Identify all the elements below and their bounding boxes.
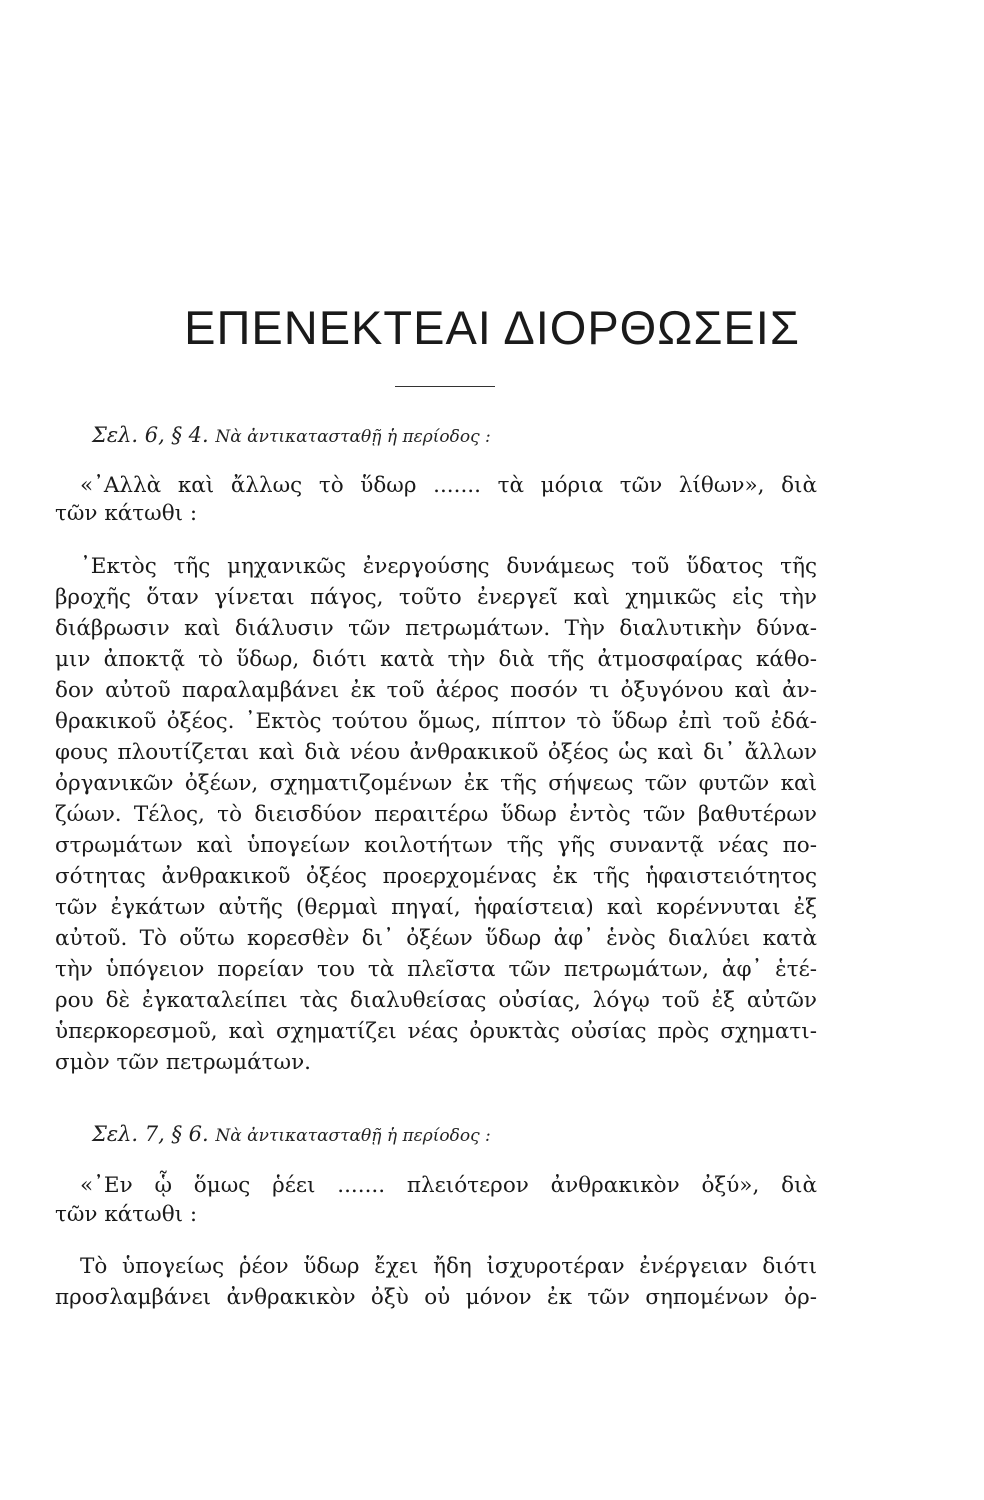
correction-1-body-line: τῶν ἐγκάτων αὐτῆς (θερμαὶ πηγαί, ἡφαίστεια) καὶ κορέννυται ἐξ <box>55 895 817 920</box>
title-rule <box>395 386 495 387</box>
correction-1-body-line: διάβρωσιν καὶ διάλυσιν τῶν πετρωμάτων. Τὴν διαλυτικὴν δύνα- <box>55 616 817 641</box>
correction-1-body-line: σμὸν τῶν πετρωμάτων. <box>55 1050 311 1075</box>
correction-1-body-line: ζώων. Τέλος, τὸ διεισδύον περαιτέρω ὕδωρ ἐντὸς τῶν βαθυτέρων <box>55 802 817 827</box>
correction-1-body-line: ᾿Εκτὸς τῆς μηχανικῶς ἐνεργούσης δυνάμεως τοῦ ὕδατος τῆς <box>80 554 817 579</box>
correction-1-body-line: φους πλουτίζεται καὶ διὰ νέου ἀνθρακικοῦ ὀξέος ὡς καὶ δι᾿ ἄλλων <box>55 740 817 765</box>
correction-2-body-line: προσλαμβάνει ἀνθρακικὸν ὀξὺ οὐ μόνον ἐκ τῶν σηπομένων ὀρ- <box>55 1285 817 1310</box>
correction-1-body-line: στρωμάτων καὶ ὑπογείων κοιλοτήτων τῆς γῆς συναντᾷ νέας πο- <box>55 833 817 858</box>
correction-1-body-line: ὀργανικῶν ὀξέων, σχηματιζομένων ἐκ τῆς σήψεως τῶν φυτῶν καὶ <box>55 771 817 796</box>
correction-2-reference <box>92 1122 491 1146</box>
correction-1-body-line: ρου δὲ ἐγκαταλείπει τὰς διαλυθείσας οὐσίας, λόγῳ τοῦ ἐξ αὐτῶν <box>55 988 817 1013</box>
correction-2-instruction: Νὰ ἀντικατασταθῇ ἡ περίοδος : <box>215 1126 491 1146</box>
correction-2-page-ref: Σελ. 7, § 6. <box>92 1122 209 1146</box>
correction-1-body-line: δον αὐτοῦ παραλαμβάνει ἐκ τοῦ ἀέρος ποσόν τι ὀξυγόνου καὶ ἀν- <box>55 678 817 703</box>
correction-2-quote-line: τῶν κάτωθι : <box>55 1202 198 1227</box>
correction-2-quote-line: «᾿Εν ᾧ ὅμως ῥέει ....... πλειότερον ἀνθρακικὸν ὀξύ», διὰ <box>80 1173 817 1198</box>
correction-1-body-line: τὴν ὑπόγειον πορείαν του τὰ πλεῖστα τῶν πετρωμάτων, ἀφ᾿ ἑτέ- <box>55 957 817 982</box>
correction-1-body-line: ὑπερκορεσμοῦ, καὶ σχηματίζει νέας ὀρυκτὰς οὐσίας πρὸς σχηματι- <box>55 1019 817 1044</box>
correction-1-body-line: βροχῆς ὅταν γίνεται πάγος, τοῦτο ἐνεργεῖ καὶ χημικῶς εἰς τὴν <box>55 585 817 610</box>
correction-1-body-line: θρακικοῦ ὀξέος. ᾿Εκτὸς τούτου ὅμως, πίπτον τὸ ὕδωρ ἐπὶ τοῦ ἐδά- <box>55 709 817 734</box>
page-title: ΕΠΕΝΕΚΤΕΑΙ ΔΙΟΡΘΩΣΕΙΣ <box>184 301 800 354</box>
correction-1-body-line: σότητας ἀνθρακικοῦ ὀξέος προερχομένας ἐκ τῆς ἡφαιστειότητος <box>55 864 817 889</box>
correction-1-quote-line: τῶν κάτωθι : <box>55 501 198 526</box>
correction-1-body-line: μιν ἀποκτᾷ τὸ ὕδωρ, διότι κατὰ τὴν διὰ τῆς ἀτμοσφαίρας κάθο- <box>55 647 817 672</box>
correction-1-page-ref: Σελ. 6, § 4. <box>92 423 209 447</box>
correction-2-body-line: Τὸ ὑπογείως ῥέον ὕδωρ ἔχει ἤδη ἰσχυροτέραν ἐνέργειαν διότι <box>80 1254 817 1279</box>
correction-1-reference <box>92 423 491 447</box>
correction-1-body-line: αὐτοῦ. Τὸ οὕτω κορεσθὲν δι᾿ ὀξέων ὕδωρ ἀφ᾿ ἑνὸς διαλύει κατὰ <box>55 926 817 951</box>
correction-1-instruction: Νὰ ἀντικατασταθῇ ἡ περίοδος : <box>215 427 491 447</box>
correction-1-quote-line: «᾿Αλλὰ καὶ ἄλλως τὸ ὕδωρ ....... τὰ μόρια τῶν λίθων», διὰ <box>80 473 817 498</box>
